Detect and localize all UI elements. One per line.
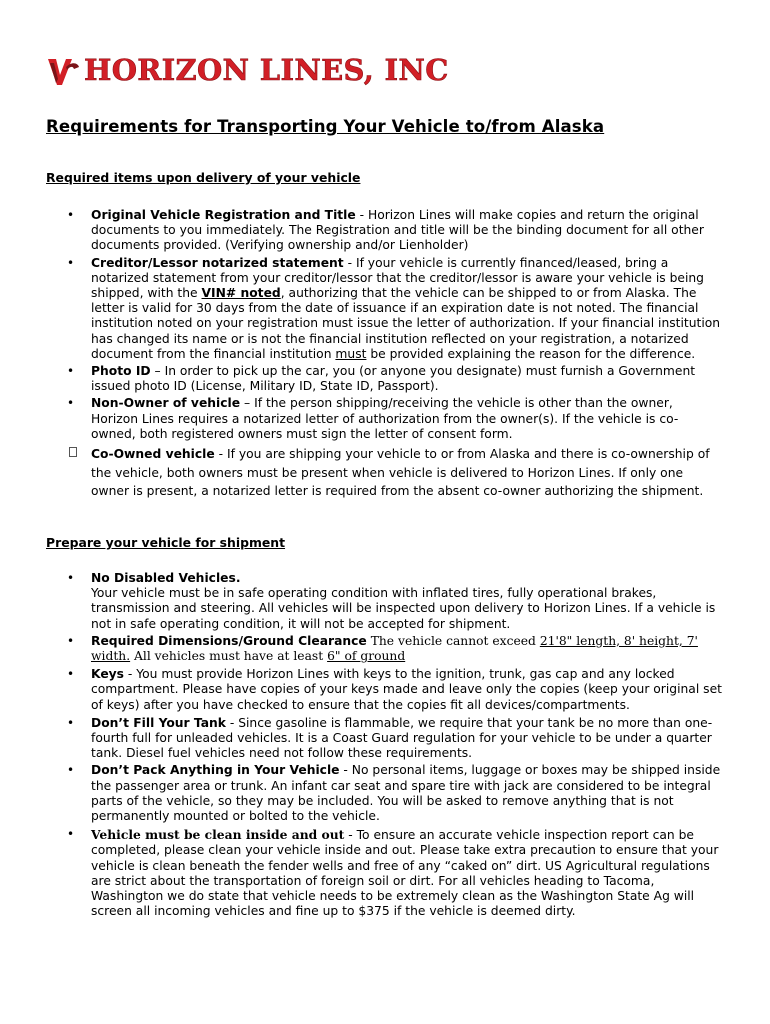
list-item — [0, 763, 770, 824]
item-term: Creditor/Lessor notarized statement — [91, 255, 344, 270]
bullet: • — [67, 763, 75, 778]
ground-clearance-text: 6" of ground — [327, 649, 406, 664]
company-name: HORIZON LINES, INC — [84, 53, 449, 87]
item-term: Vehicle must be clean inside and out — [91, 827, 345, 843]
horizon-lines-logo-icon — [46, 53, 80, 87]
company-logo — [46, 50, 449, 90]
bullet: • — [67, 633, 75, 648]
bullet: • — [67, 827, 75, 842]
item-text: - You must provide Horizon Lines with keys to the ignition, trunk, gas cap and any locked compartment. Please have copies of your keys made and leave only the copies (keep your original set of keys) after you have checked to ensure that the copies fit all devices/compartments. — [91, 667, 722, 712]
bullet: • — [67, 208, 75, 222]
list-item — [0, 256, 770, 362]
item-text: - Horizon Lines will make copies and return the original documents to you immediately. The Registration and title will be the binding document for all other documents provided. (Verifying ownership and/or Lienholder) — [91, 208, 704, 253]
bullet: • — [67, 571, 75, 585]
item-term: Photo ID — [91, 364, 151, 379]
must-text: must — [335, 346, 367, 361]
item-text: The vehicle cannot exceed — [366, 633, 540, 648]
item-term: No Disabled Vehicles. — [91, 571, 241, 585]
item-text: – In order to pick up the car, you (or anyone you designate) must furnish a Government issued photo ID (License, Military ID, State ID, Passport). — [91, 364, 696, 394]
list-item — [0, 634, 770, 664]
list-item — [0, 208, 770, 254]
dimensions-text: 21'8" length, 8' height, 7' width. — [91, 633, 698, 664]
item-term: Keys — [91, 667, 124, 682]
item-term: Non-Owner of vehicle — [91, 396, 241, 411]
list-item — [0, 364, 770, 394]
item-text: - If your vehicle is currently financed/leased, bring a notarized statement from your creditor/lessor that the creditor/lessor is aware your vehicle is being shipped, with the — [91, 255, 704, 301]
bullet: • — [67, 667, 75, 682]
square-bullet-icon — [69, 447, 77, 457]
item-term: Don’t Fill Your Tank — [91, 715, 226, 730]
item-term: Original Vehicle Registration and Title — [91, 208, 356, 222]
vin-noted-text: VIN# noted — [201, 286, 281, 301]
item-text: - To ensure an accurate vehicle inspection report can be completed, please clean your vehicle inside and out. Please take extra precaution to ensure that your vehicle is clean beneath the fender wells and free of any “caked on” dirt. US Agricultural regulations are strict about the transportation of foreign soil or dirt. For all vehicles heading to Tacoma, Washington we do state that vehicle needs to be extremely clean as the Washington State Ag will screen all incoming vehicles and fine up to $375 if the vehicle is deemed dirty. — [91, 828, 719, 919]
item-term: Required Dimensions/Ground Clearance — [91, 633, 367, 648]
list-item — [0, 827, 770, 919]
prepare-vehicle-list — [0, 571, 770, 919]
item-text: be provided explaining the reason for the difference. — [366, 346, 696, 361]
item-text: Your vehicle must be in safe operating condition with inflated tires, fully operational brakes, transmission and steering. All vehicles will be inspected upon delivery to Horizon Lines. If a vehicle is not in safe operating condition, it will not be accepted for shipment. — [91, 586, 716, 631]
item-term: Co-Owned vehicle — [91, 447, 215, 462]
item-text: - If you are shipping your vehicle to or from Alaska and there is co-ownership of the vehicle, both owners must be present when vehicle is delivered to Horizon Lines. If only one owner is present, a notarized letter is required from the absent co-owner authorizing the shipment. — [91, 447, 710, 499]
section-heading-required-items: Required items upon delivery of your vehicle — [46, 170, 361, 185]
list-item — [0, 571, 770, 632]
list-item — [0, 445, 770, 501]
item-term: Don’t Pack Anything in Your Vehicle — [91, 763, 340, 778]
item-text: – If the person shipping/receiving the vehicle is other than the owner, Horizon Lines requires a notarized letter of authorization from the owner(s). If the vehicle is co-owned, both registered owners must sign the letter of consent form. — [91, 396, 679, 441]
required-items-list — [0, 208, 770, 501]
list-item — [0, 716, 770, 762]
section-heading-prepare-vehicle: Prepare your vehicle for shipment — [46, 535, 286, 550]
page-title: Requirements for Transporting Your Vehicle to/from Alaska — [46, 117, 605, 136]
item-text: , authorizing that the vehicle can be shipped to or from Alaska. The letter is valid for 30 days from the date of issuance if an expiration date is not noted. The financial institution noted on your registration must issue the letter of authorization. If your financial institution has changed its name or is not the financial institution reflected on your registration, a notarized document from the financial institution — [91, 286, 721, 361]
bullet: • — [67, 255, 75, 270]
list-item — [0, 667, 770, 713]
item-text: - No personal items, luggage or boxes may be shipped inside the passenger area or trunk. An infant car seat and spare tire with jack are considered to be integral parts of the vehicle, so they may be included. You will be asked to remove anything that is not permanently mounted or bolted to the vehicle. — [91, 763, 721, 824]
bullet: • — [67, 396, 75, 411]
item-text: - Since gasoline is flammable, we require that your tank be no more than one-fourth full for unleaded vehicles. It is a Coast Guard regulation for your vehicle to be under a quarter tank. Diesel fuel vehicles need not follow these requirements. — [91, 715, 713, 761]
item-text: All vehicles must have at least — [130, 649, 328, 664]
bullet: • — [67, 364, 75, 379]
list-item — [0, 396, 770, 442]
bullet: • — [67, 715, 75, 730]
